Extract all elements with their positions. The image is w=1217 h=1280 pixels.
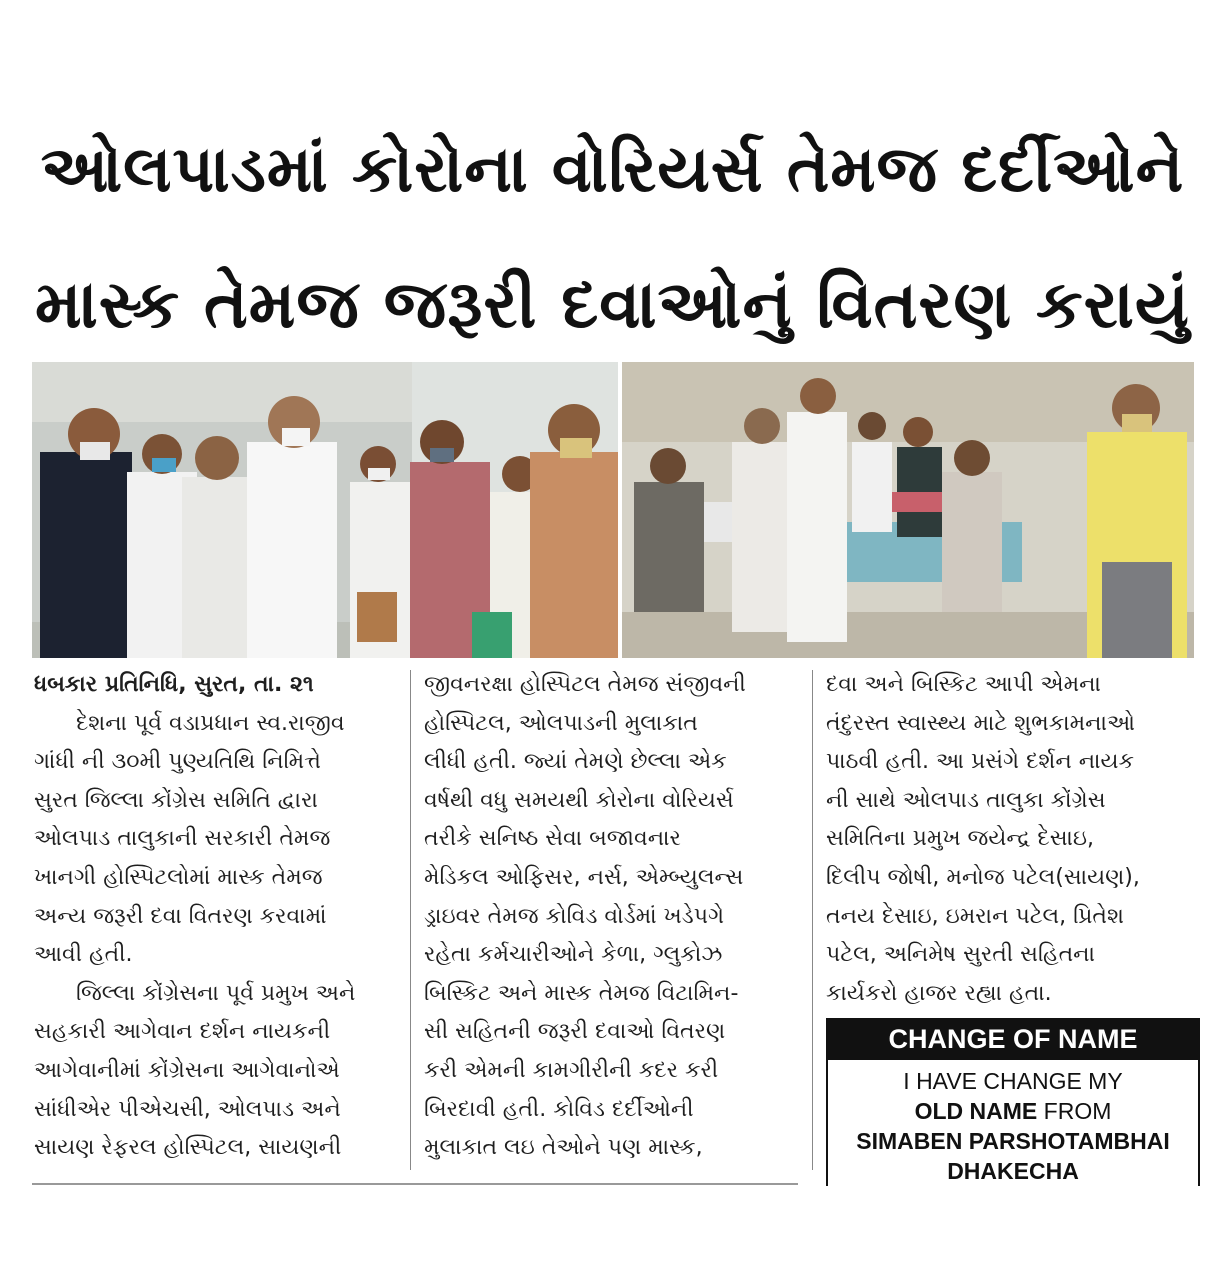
article-line: તરીકે સનિષ્ઠ સેવા બજાવનાર [424,826,681,852]
article-line: ડ્રાઇવર તેમજ કોવિડ વોર્ડમાં ખડેપગે [424,903,725,929]
notice-heading: CHANGE OF NAME [828,1018,1198,1060]
article-byline: ધબકાર પ્રતિનિધિ, સુરત, તા. ૨૧ [34,672,314,697]
article-line: સમિતિના પ્રમુખ જયેન્દ્ર દેસાઇ, [826,826,1095,852]
article-line: અન્ય જરૂરી દવા વિતરણ કરવામાં [34,903,327,929]
notice-old-name-label: OLD NAME [914,1098,1038,1124]
article-line: તંદુરસ્ત સ્વાસ્થ્ય માટે શુભકામનાઓ [826,710,1135,736]
photo-distribution-group [32,362,618,658]
article-line: બિરદાવી હતી. કોવિડ દર્દીઓની [424,1096,694,1122]
article-column-1 [34,666,396,1168]
column-divider [812,670,813,1170]
article-line: દવા અને બિસ્કિટ આપી એમના [826,672,1101,697]
article-line: પટેલ, અનિમેષ સુરતી સહિતના [826,942,1095,968]
article-line: કરી એમની કામગીરીની કદર કરી [424,1057,719,1083]
article-line: સુરત જિલ્લા કોંગ્રેસ સમિતિ દ્વારા [34,787,318,813]
article-line: વર્ષથી વધુ સમયથી કોરોના વોરિયર્સ [424,787,734,813]
column-divider [410,670,411,1170]
notice-from-label: FROM [1037,1098,1112,1124]
article-line: સાંધીએર પીએચસી, ઓલપાડ અને [34,1096,341,1122]
article-line: ની સાથે ઓલપાડ તાલુકા કોંગ્રેસ [826,787,1106,813]
article-line: દેશના પૂર્વ વડાપ્રધાન સ્વ.રાજીવ [76,710,345,736]
notice-line [828,1096,1198,1126]
article-line: આવી હતી. [34,942,133,968]
article-line: જીવનરક્ષા હોસ્પિટલ તેમજ સંજીવની [424,672,746,697]
article-line: પાઠવી હતી. આ પ્રસંગે દર્શન નાયક [826,749,1135,775]
article-line: મેડિકલ ઓફિસર, નર્સ, એમ્બ્યુલન્સ [424,864,744,890]
article-line: આગેવાનીમાં કોંગ્રેસના આગેવાનોએ [34,1057,340,1083]
change-of-name-notice [826,1018,1200,1186]
article-line: હોસ્પિટલ, ઓલપાડની મુલાકાત [424,710,698,736]
photo-hospital-ward [622,362,1194,658]
article-line: દિલીપ જોષી, મનોજ પટેલ(સાયણ), [826,864,1140,890]
article-line: સી સહિતની જરૂરી દવાઓ વિતરણ [424,1019,726,1045]
article-line: બિસ્કિટ અને માસ્ક તેમજ વિટામિન- [424,980,739,1006]
article-line: રહેતા કર્મચારીઓને કેળા, ગ્લુકોઝ [424,942,723,968]
article-line: તનય દેસાઇ, ઇમરાન પટેલ, પ્રિતેશ [826,903,1124,929]
article-column-2 [424,666,798,1168]
headline-line-1: ઓલપાડમાં કોરોના વોરિયર્સ તેમજ દર્દીઓને [40,133,1185,207]
article-line: ઓલપાડ તાલુકાની સરકારી તેમજ [34,826,331,852]
article-column-3 [826,666,1194,1013]
article-line: સાયણ રેફરલ હોસ્પિટલ, સાયણની [34,1135,342,1161]
notice-old-surname: DHAKECHA [947,1158,1079,1184]
article-line: ખાનગી હોસ્પિટલોમાં માસ્ક તેમજ [34,864,323,890]
article-line: જિલ્લા કોંગ્રેસના પૂર્વ પ્રમુખ અને [76,980,356,1006]
bottom-rule [32,1183,798,1185]
article-line: લીધી હતી. જ્યાં તેમણે છેલ્લા એક [424,749,727,775]
headline-line-2: માસ્ક તેમજ જરૂરી દવાઓનું વિતરણ કરાયું [35,266,1190,343]
article-line: કાર્યકરો હાજર રહ્યા હતા. [826,980,1052,1006]
notice-line: I HAVE CHANGE MY [903,1068,1123,1094]
article-line: સહકારી આગેવાન દર્શન નાયકની [34,1019,331,1045]
article-line: મુલાકાત લઇ તેઓને પણ માસ્ક, [424,1135,703,1161]
article-line: ગાંધી ની ૩૦મી પુણ્યતિથિ નિમિત્તે [34,749,321,775]
notice-old-name: SIMABEN PARSHOTAMBHAI [856,1128,1170,1154]
